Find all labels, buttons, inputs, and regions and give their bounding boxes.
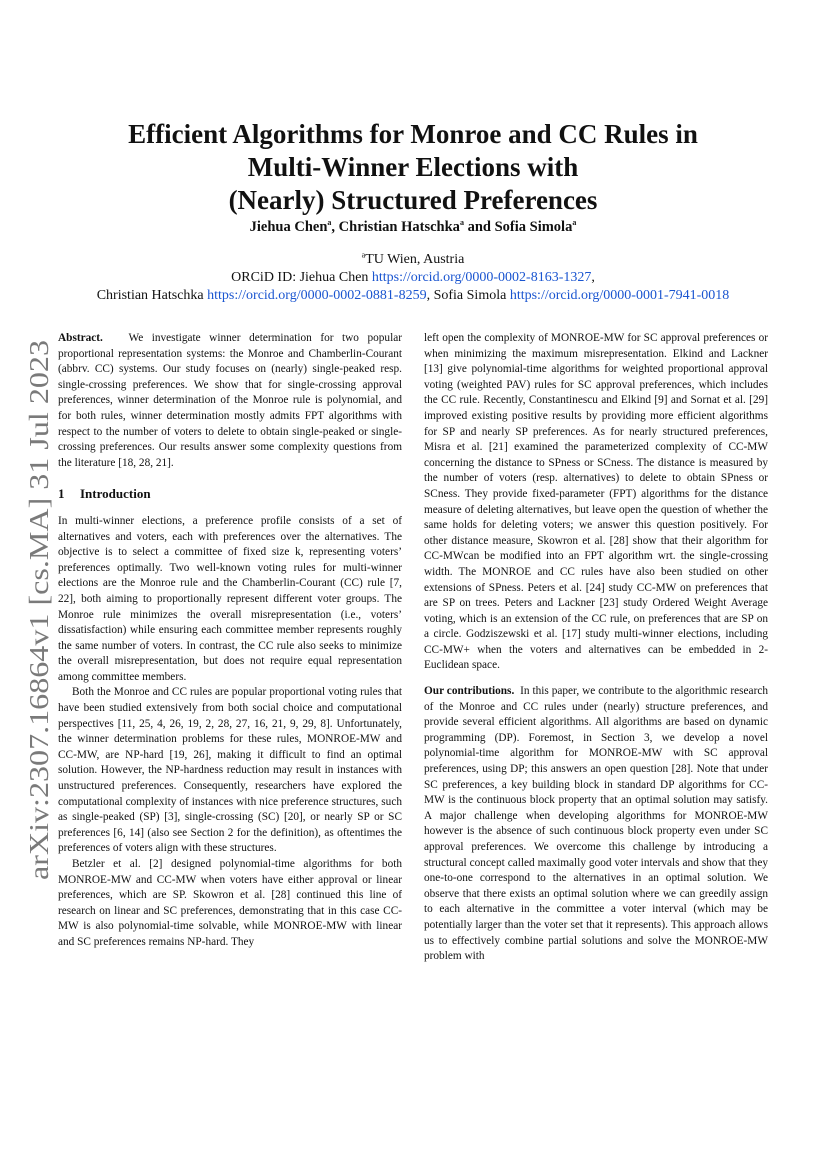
- paragraph: Betzler et al. [2] designed polynomial-time algorithms for both MONROE-MW and CC-MW when voters have either approval or linear preferences, which are SP. Skowron et al. [28] continued this line of research on linear and SC preferences, demonstrating that in this case CC-MW is also polynomial-time solvable, while MONROE-MW with linear and SC preferences remains NP-hard. They: [58, 858, 402, 948]
- arxiv-identifier-stamp: [18, 340, 58, 880]
- paragraph: left open the complexity of MONROE-MW for SC approval preferences or when minimizing the maximum misrepresentation. Elkind and Lackner [13] give polynomial-time algorithms for weighted proportional approval voting (weighted PAV) rules for SC approval preferences, which includes the CC rule. Recently, Constantinescu and Elkind [9] and Sornat et al. [29] improved existing positive results by providing more efficient algorithms for SP and nearly SP preferences. As for nearly structured preferences, Misra et al. [21] examined the parameterized complexity of CC-MW concerning the distance to SPness or SCness. The distance is measured by the number of voters (resp. alternatives) to delete to obtain SPness or SCness. They provide fixed-parameter (FPT) algorithms for the distance measure of deleting alternatives, but leave open the question of whether the same holds for deleting voters; we answer this question positively. For other distance measure, Skowron et al. [28] show that their algorithm for CC-MWcan be modified into an FPT algorithm wrt. the single-crossing width. The MONROE and CC rules have also been studied on other extensions of SPness. Peters et al. [24] study CC-MW on preferences that are SP on trees. Peters and Lackner [23] study Ordered Weight Average voting, which is an extension of the CC rule, on preferences that are SP on a circle. Godziszewski et al. [17] study multi-winner elections, including CC-MW+ when the voters and alternatives can be embedded in 2-Euclidean space.: [424, 332, 768, 672]
- orcid-label: , Sofia Simola: [426, 288, 510, 303]
- orcid-label: ORCiD ID: Jiehua Chen: [231, 270, 372, 285]
- affiliation-line: [60, 251, 766, 269]
- paragraph: Both the Monroe and CC rules are popular proportional voting rules that have been studied extensively from both social choice and computational perspectives [11, 25, 4, 26, 19, 2, 28, 27, 16, 21, 9, 29, 8]. Unfortunately, the winner determination problems for these rules, MONROE-MW and CC-MW, are NP-hard [19, 26], making it difficult to find an optimal solution. However, the NP-hardness reduction may result in instances with unstructured preferences. Consequently, researchers have explored the computational complexity of instances with nice preference structures, such as single-peaked (SP) [3], single-crossing (SC) [20], or nearly SP or SC preferences [6, 14] (also see Section 2 for the definition), as oftentimes the preferences of voters align with these structures.: [58, 686, 402, 855]
- orcid-label: Christian Hatschka: [96, 288, 208, 303]
- orcid-link-chen[interactable]: https://orcid.org/0000-0002-8163-1327: [371, 270, 592, 285]
- abstract-text: We investigate winner determination for two popular proportional representation systems: the Monroe and Chamberlin-Courant (abbrv. CC) systems. Our study focuses on (nearly) single-peaked resp. single-crossing preferences. We show that for single-crossing approval preferences, winner determination of the Monroe rule is polynomial, and for both rules, winner determination mostly admits FPT algorithms with respect to the number of voters to delete to obtain single-peaked or single-crossing preferences. Our results answer some complexity questions from the literature [18, 28, 21].: [58, 332, 402, 469]
- contributions-label: Our contributions.: [424, 685, 515, 698]
- right-column: [424, 331, 768, 965]
- section-heading: [58, 486, 402, 502]
- title-line: (Nearly) Structured Preferences: [228, 185, 598, 215]
- abstract: [58, 331, 402, 471]
- arxiv-stamp-text: arXiv:2307.16864v1 [cs.MA] 31 Jul 2023: [24, 425, 54, 880]
- author-name: Christian Hatschka: [338, 219, 460, 235]
- affiliation-marker: a: [459, 218, 464, 228]
- paper-title: [60, 118, 766, 217]
- orcid-line: [60, 287, 766, 305]
- orcid-link-hatschka[interactable]: https://orcid.org/0000-0002-0881-8259: [207, 288, 427, 303]
- author-name: Sofia Simola: [494, 219, 573, 235]
- affiliation-block: [60, 251, 766, 305]
- contributions-paragraph: [424, 684, 768, 965]
- orcid-line: ORCiD ID: Jiehua Chen https://orcid.org/0000-0002-8163-1327,: [231, 270, 595, 285]
- title-line: Multi-Winner Elections with: [247, 152, 579, 182]
- author-list: [60, 219, 766, 236]
- contributions-text: In this paper, we contribute to the algorithmic research of the Monroe and CC rules under (nearly) structure preferences, and provide several efficient algorithms. All algorithms are based on dynamic programming (DP). Foremost, in Section 3, we develop a novel polynomial-time algorithm for MONROE-MW with SC approval preferences, using DP; this answers an open question [28]. Note that under SC preferences, a key building block in standard DP algorithms for CC-MW is the continuous block property that an optimal solution may satisfy. A major challenge when developing algorithms for MONROE-MW however is the absence of such continuous block property even under SC approval preferences. We overcome this challenge by introducing a structural concept called maximally good voter intervals and show that they one-to-one correspond to the alternatives in an optimal solution. We observe that there exists an optimal solution where we can greedily assign to each alternative in the committee a voter interval (which may be potentially larger than the voter set that it represents). This approach allows us to effectively combine partial solutions and solve the MONROE-MW problem with: [424, 685, 768, 963]
- section-number: 1: [58, 486, 65, 502]
- title-line: Efficient Algorithms for Monroe and CC Rules in: [128, 119, 698, 149]
- affiliation-marker: a: [327, 218, 332, 228]
- abstract-label: Abstract.: [58, 332, 103, 344]
- author-name: Jiehua Chen: [249, 219, 328, 235]
- left-column: [58, 331, 402, 951]
- section-title: Introduction: [80, 486, 151, 502]
- affiliation-marker: a: [572, 218, 577, 228]
- orcid-link-simola[interactable]: https://orcid.org/0000-0001-7941-0018: [509, 288, 730, 303]
- author-separator: ,: [331, 219, 339, 235]
- affiliation-marker: a: [361, 250, 366, 260]
- affiliation-place: TU Wien, Austria: [365, 252, 465, 267]
- author-separator: and: [463, 219, 495, 235]
- paragraph: In multi-winner elections, a preference profile consists of a set of alternatives and voters, each with preferences over the alternatives. The objective is to select a committee of fixed size k, representing voters’ preferences optimally. Two well-known voting rules for multi-winner elections are the Monroe rule and the Chamberlin-Courant (CC) rule [7, 22], both aiming to proportionally represent different voter groups. The Monroe rule minimizes the overall misrepresentation (i.e., voters’ dissatisfaction) while ensuring each committee member represents roughly the same number of voters. In contrast, the CC rule also seeks to minimize the overall misrepresentation, but does not require equal representation among committee members.: [58, 514, 402, 683]
